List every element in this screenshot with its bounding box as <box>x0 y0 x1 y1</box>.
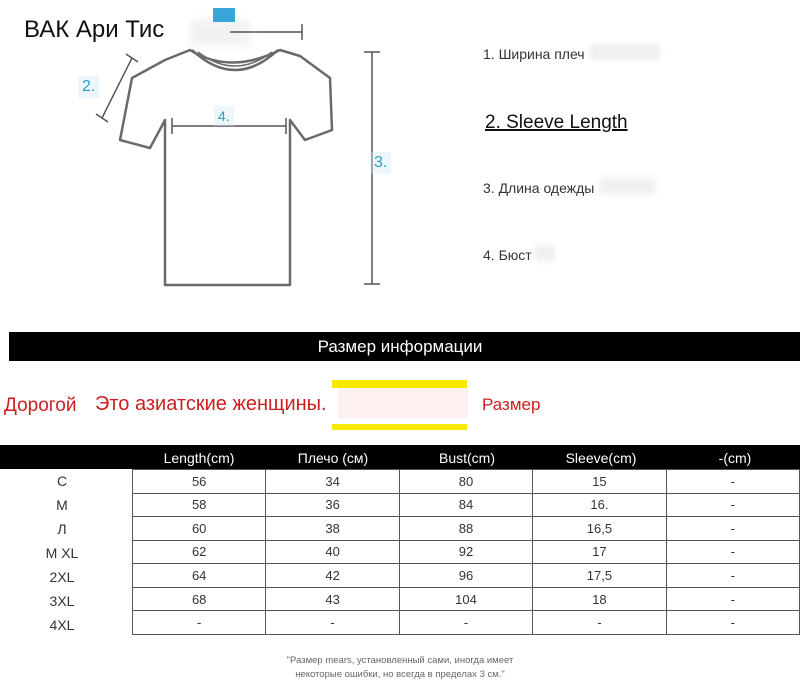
row-label-size: М <box>56 497 68 513</box>
legend-sleeve-length: 2. Sleeve Length <box>485 112 628 133</box>
table-row <box>133 470 800 494</box>
label-sleeve-number: 2. <box>78 76 99 98</box>
table-cell: 96 <box>399 564 532 588</box>
column-header-shoulder: Плечо (см) <box>297 450 369 466</box>
legend-bust: 4. Бюст <box>483 247 532 263</box>
label-bust-number: 4. <box>214 106 234 126</box>
tshirt-outline <box>120 50 332 285</box>
legend-shoulder-width: 1. Ширина плеч <box>483 46 585 62</box>
table-cell: 16,5 <box>533 517 666 541</box>
column-header-extra: -(cm) <box>718 450 752 466</box>
legend-garment-length: 3. Длина одежды <box>483 180 595 196</box>
table-cell: 38 <box>266 517 399 541</box>
note-asian-sizing: Это азиатские женщины. <box>95 393 327 415</box>
table-row <box>133 540 800 564</box>
table-row <box>133 517 800 541</box>
table-cell: - <box>666 493 799 517</box>
table-cell: 40 <box>266 540 399 564</box>
table-cell: 17,5 <box>533 564 666 588</box>
table-cell: 64 <box>133 564 266 588</box>
table-cell: 56 <box>133 470 266 494</box>
tshirt-diagram <box>90 20 410 290</box>
footnote-line-1: "Размер mears, установленный сами, иногда имеет <box>286 655 514 666</box>
table-cell: 34 <box>266 470 399 494</box>
table-cell: 42 <box>266 564 399 588</box>
table-cell: 58 <box>133 493 266 517</box>
table-cell: 88 <box>399 517 532 541</box>
tshirt-collar <box>192 50 278 70</box>
table-cell: 62 <box>133 540 266 564</box>
row-label-size: M XL <box>45 545 79 561</box>
brand-title: ВАК Ари Тис <box>24 16 165 43</box>
highlight-bar-top <box>332 380 467 388</box>
table-cell: 80 <box>399 470 532 494</box>
table-cell: 104 <box>399 587 532 611</box>
table-cell: - <box>666 611 799 635</box>
size-table <box>132 469 800 635</box>
table-cell: 16. <box>533 493 666 517</box>
table-cell: 68 <box>133 587 266 611</box>
row-label-size: 2XL <box>49 569 75 585</box>
label-length-number: 3. <box>370 152 391 174</box>
table-cell: - <box>266 611 399 635</box>
footnote-line-2: некоторые ошибки, но всегда в пределах 3 см." <box>295 669 505 680</box>
table-row <box>133 587 800 611</box>
section-title: Размер информации <box>317 337 483 356</box>
note-greeting: Дорогой <box>4 395 77 416</box>
row-label-size: 4XL <box>49 617 75 633</box>
table-cell: 43 <box>266 587 399 611</box>
table-cell: 15 <box>533 470 666 494</box>
legend-smear <box>590 44 660 60</box>
table-row <box>133 611 800 635</box>
table-cell: 36 <box>266 493 399 517</box>
column-header-bust: Bust(cm) <box>439 450 495 466</box>
footnote <box>200 654 600 682</box>
table-cell: - <box>133 611 266 635</box>
table-row <box>133 564 800 588</box>
note-size: Размер <box>482 395 541 414</box>
legend-smear <box>600 178 655 194</box>
table-cell: 17 <box>533 540 666 564</box>
table-cell: - <box>666 564 799 588</box>
legend-smear <box>535 245 555 261</box>
row-label-size: С <box>56 473 68 489</box>
column-header-sleeve: Sleeve(cm) <box>565 450 637 466</box>
table-cell: 92 <box>399 540 532 564</box>
table-cell: - <box>666 540 799 564</box>
note-highlight <box>338 388 468 418</box>
row-label-size: Л <box>57 521 67 537</box>
table-cell: - <box>666 587 799 611</box>
table-row <box>133 493 800 517</box>
table-cell: - <box>666 517 799 541</box>
table-cell: 60 <box>133 517 266 541</box>
row-label-size: 3XL <box>49 593 75 609</box>
table-cell: - <box>666 470 799 494</box>
table-cell: 18 <box>533 587 666 611</box>
sleeve-dimension-line <box>102 58 132 118</box>
table-cell: - <box>533 611 666 635</box>
table-cell: 84 <box>399 493 532 517</box>
table-cell: - <box>399 611 532 635</box>
column-header-length: Length(cm) <box>163 450 235 466</box>
highlight-bar-bottom <box>332 424 467 430</box>
